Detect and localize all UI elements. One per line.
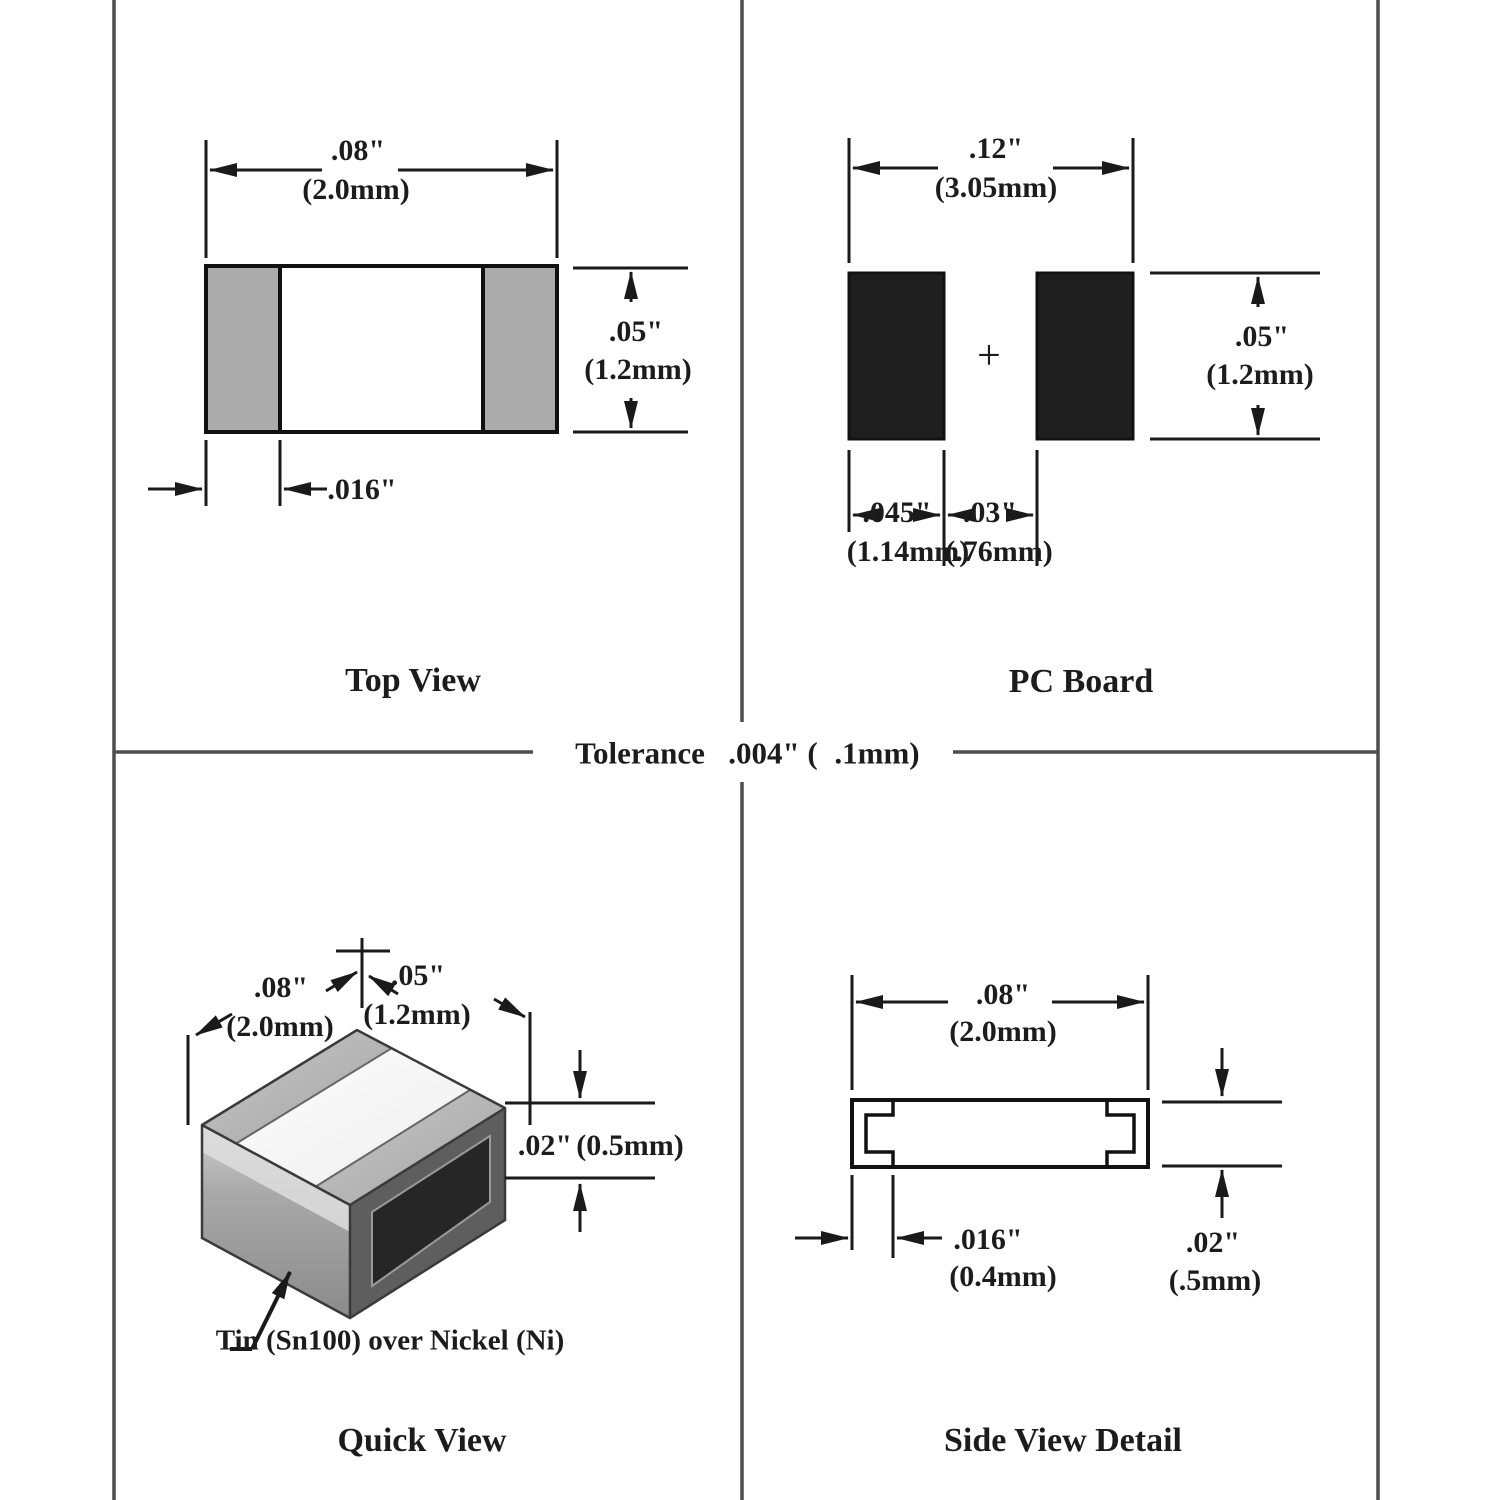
quick-view-height-inches: .02" — [517, 1129, 573, 1162]
chip-left-terminal — [206, 266, 280, 432]
quick-view-height-mm: (0.5mm) — [576, 1129, 684, 1162]
side-view-width-inches: .08" — [975, 978, 1031, 1011]
solder-pad-right — [1037, 273, 1133, 439]
side-view-cap-mm: (0.4mm) — [949, 1260, 1057, 1293]
top-view-caption: Top View — [345, 662, 481, 699]
chip-right-terminal — [483, 266, 557, 432]
pc-board-caption: PC Board — [1008, 663, 1154, 700]
side-view-cap-inches: .016" — [953, 1223, 1023, 1256]
top-view-width-inches: .08" — [330, 134, 386, 167]
tolerance-inches: .004" ( — [728, 735, 818, 771]
plating-note: Tin (Sn100) over Nickel (Ni) — [215, 1324, 565, 1357]
pc-board-plus-mark: + — [977, 333, 1001, 379]
quick-view-length-inches: .08" — [253, 971, 309, 1004]
quick-view-width-mm: (1.2mm) — [363, 998, 471, 1031]
tolerance-mm: .1mm) — [834, 735, 920, 771]
solder-pad-left — [849, 273, 944, 439]
side-view-height-inches: .02" — [1185, 1226, 1241, 1259]
tolerance-label: Tolerance — [575, 735, 705, 771]
pc-board-pad-mm: (1.14mm) — [846, 535, 970, 568]
top-view-drawing — [148, 140, 688, 506]
top-view-height-inches: .05" — [608, 315, 664, 348]
top-view-height-mm: (1.2mm) — [584, 353, 692, 386]
top-view-width-mm: (2.0mm) — [302, 173, 410, 206]
pc-board-height-inches: .05" — [1234, 320, 1290, 353]
chip-side-profile — [852, 1100, 1148, 1167]
pc-board-width-inches: .12" — [968, 132, 1024, 165]
top-view-cap-inches: .016" — [327, 473, 397, 506]
quick-view-length-mm: (2.0mm) — [226, 1010, 334, 1043]
pc-board-width-mm: (3.05mm) — [934, 171, 1058, 204]
side-view-caption: Side View Detail — [944, 1422, 1182, 1459]
side-view-width-mm: (2.0mm) — [949, 1015, 1057, 1048]
quick-view-caption: Quick View — [337, 1422, 507, 1459]
pc-board-pad-inches: .045" — [862, 496, 932, 529]
pc-board-height-mm: (1.2mm) — [1206, 358, 1314, 391]
pc-board-gap-mm: (.76mm) — [945, 535, 1053, 568]
side-view-height-mm: (.5mm) — [1168, 1264, 1262, 1297]
pc-board-gap-inches: .03" — [962, 496, 1018, 529]
quick-view-width-inches: .05" — [390, 959, 446, 992]
